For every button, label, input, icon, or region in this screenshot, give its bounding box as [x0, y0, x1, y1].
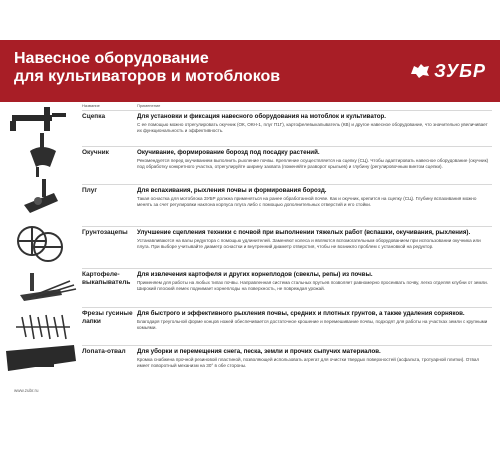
row-text: Применяем для работы на любых типах почвы. Направленная система стальных прутьев позволяет равномерно просеивать почву, легко отделяя клубни от земли. Широкий плоский лемех поднимает корнеплоды на поверхность, не повреждая урожай.: [137, 280, 489, 291]
row-text: Рекомендуется перед окучиванием выполнить рыхление почвы. Крепление осуществляется на сцепку (СЦ). Чтобы адаптировать навесное оборудование (окучник) под обработку конкретного участка, отрегулируйте ширину захвата (поменяйте разворот крыльев) и глубину (регулировочным винтом сцепки).: [137, 158, 489, 169]
row-label-potato-digger: Картофеле-выкапыватель: [82, 271, 131, 286]
row-title: Окучивание, формирование борозд под посадку растений.: [137, 149, 320, 156]
row-title: Для быстрого и эффективного рыхления почвы, средних и плотных грунтов, а также удаления сорняков.: [137, 310, 465, 317]
row-label-lugs: Грунтозацепы: [82, 229, 128, 236]
hiller-icon: [30, 133, 56, 177]
row-title: Для установки и фиксация навесного оборудования на мотоблок и культиватор.: [137, 113, 387, 120]
hitch-icon: [10, 107, 66, 131]
row-plough: [137, 187, 492, 208]
header-banner: [0, 40, 500, 102]
footer-url[interactable]: www.zubr.ru: [14, 388, 39, 393]
row-title: Для вспахивания, рыхления почвы и формирования борозд.: [137, 187, 327, 194]
row-tiller-blades: [137, 310, 492, 331]
row-hitch: [137, 113, 492, 134]
column-header-name: Название: [82, 103, 100, 108]
row-title: Для уборки и перемещения снега, песка, земли и прочих сыпучих материалов.: [137, 348, 381, 355]
row-potato-digger: [137, 271, 492, 292]
plough-icon: [24, 179, 58, 213]
snow-blade-icon: [6, 345, 76, 371]
row-divider: [82, 226, 492, 227]
row-text: Устанавливаются на валы редуктора с помощью удлинителей. Заменяют колеса и являются вспомогательным оборудованием при использовании окучника или плуга. При выборе учитывайте диаметр оснастки и внутренний диаметр отверстия, чтобы не возникло проблем с установкой на редуктор.: [137, 238, 481, 249]
row-label-tiller-blades: Фрезы гусиные лапки: [82, 310, 133, 325]
equipment-illustrations: [0, 105, 80, 385]
row-label-snow-blade: Лопата-отвал: [82, 348, 126, 355]
row-text: Благодаря треугольной форме концов ножей обеспечивается достаточное крошение и перемешивание почвы, подходят для работы на участках земли с крупными комьями.: [137, 319, 488, 330]
column-header-purpose: Применение: [137, 103, 161, 108]
lug-wheels-icon: [18, 227, 62, 261]
row-lugs: [137, 229, 492, 250]
row-divider: [82, 146, 492, 147]
page-title: [14, 50, 280, 86]
row-text: Такая оснастка для мотоблока ЗУБР должна применяться на ранее обработанной почве. Как и окучник, крепится на сцепку (СЦ). Глубину вспахивания можно менять за счет регулировки наклона корпуса плуга либо с помощью дополнительных отверстий и его стойки.: [137, 196, 477, 207]
row-label-hitch: Сцепка: [82, 113, 106, 120]
row-label-hiller: Окучник: [82, 149, 109, 156]
row-hiller: [137, 149, 492, 170]
row-text: Кромка снабжена прочной резиновой пластиной, позволяющей использовать агрегат для очистки твердых поверхностей (асфальта, тротуарной плитки). Отвал имеет поворотный механизм на 30° в обе стороны.: [137, 357, 480, 368]
row-label-plough: Плуг: [82, 187, 98, 194]
row-divider: [82, 268, 492, 269]
title-line-2: для культиваторов и мотоблоков: [14, 68, 281, 85]
tiller-blades-icon: [16, 315, 70, 339]
row-divider: [82, 110, 492, 111]
title-line-1: Навесное оборудование: [14, 50, 209, 67]
row-text: С ее помощью можно отрегулировать окучник (ОК, ОКН-1, плуг П1Г), картофелевыкапыватель (КВ) и другое навесное оборудование, что значительно увеличивает их функциональность и эффективность.: [137, 122, 488, 133]
brand-logo: [409, 61, 486, 81]
potato-digger-icon: [20, 273, 76, 301]
bison-icon: [409, 62, 431, 80]
row-divider: [82, 307, 492, 308]
row-snow-blade: [137, 348, 492, 369]
row-title: Улучшение сцепления техники с почвой при выполнении тяжелых работ (вспашки, окучивания, рыхления).: [137, 229, 471, 236]
row-divider: [82, 345, 492, 346]
row-divider: [82, 184, 492, 185]
brand-name: ЗУБР: [434, 60, 486, 81]
row-title: Для извлечения картофеля и других корнеплодов (свеклы, репы) из почвы.: [137, 271, 373, 278]
